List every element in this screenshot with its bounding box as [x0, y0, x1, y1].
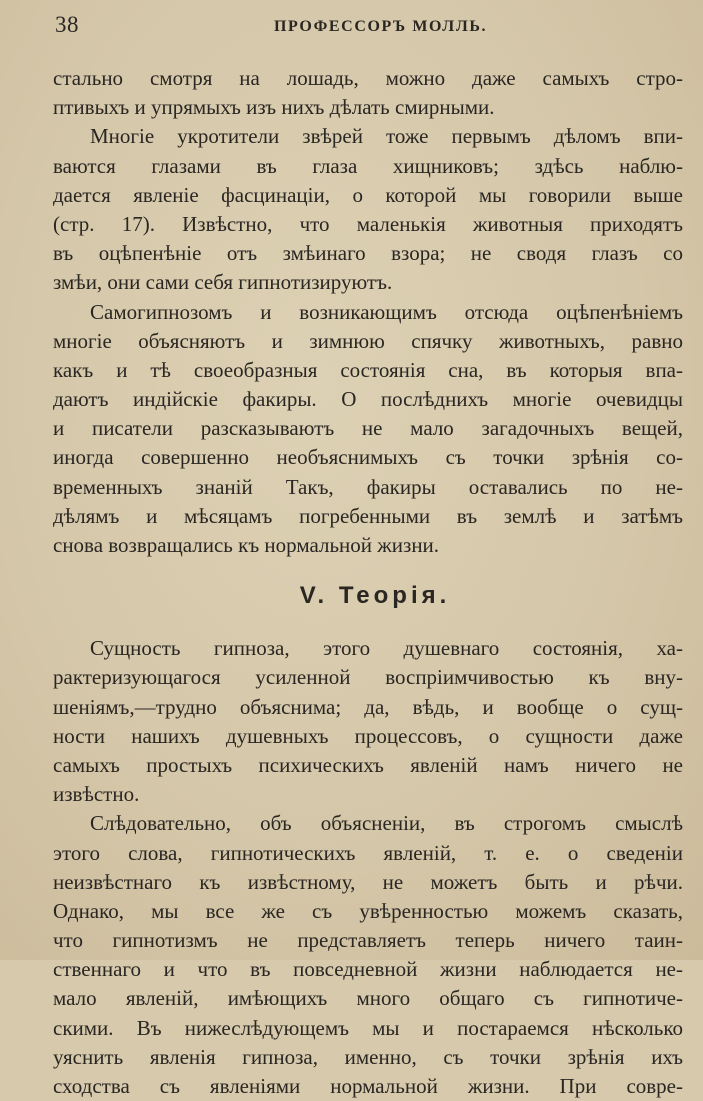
text-line: какъ и тѣ своеобразныя состоянія сна, въ которыя впа- — [53, 357, 683, 382]
text-line: Однако, мы все же съ увѣренностью можемъ сказать, — [53, 898, 683, 923]
text-line: ственнаго и что въ повседневной жизни наблюдается не- — [53, 957, 683, 982]
text-line: этого слова, гипнотическихъ явленій, т. е. о сведеніи — [53, 840, 683, 865]
text-line: мало явленій, имѣющихъ много общаго съ гипнотиче- — [53, 986, 683, 1011]
text-line: многіе объясняютъ и зимнюю спячку животныхъ, равно — [53, 328, 683, 353]
text-line: извѣстно. — [53, 782, 140, 807]
text-line: рактеризующагося усиленной воспріимчивостью къ вну- — [53, 665, 683, 690]
text-line: Сущность гипноза, этого душевнаго состоянія, ха- — [90, 636, 683, 661]
text-line: временныхъ знаній Такъ, факиры оставались по не- — [53, 474, 683, 499]
text-line: самыхъ простыхъ психическихъ явленій намъ ничего не — [53, 752, 683, 777]
text-line: дается явленіе фасцинаціи, о которой мы говорили выше — [53, 182, 683, 207]
text-line: ваются глазами въ глаза хищниковъ; здѣсь наблю- — [53, 153, 683, 178]
text-line: Слѣдовательно, объ объясненіи, въ строгомъ смыслѣ — [90, 811, 683, 836]
text-line: шеніямъ,—трудно объяснима; да, вѣдь, и вообще о сущ- — [53, 694, 683, 719]
text-line: птивыхъ и упрямыхъ изъ нихъ дѣлать смирными. — [53, 95, 495, 120]
text-line: Многіе укротители звѣрей тоже первымъ дѣломъ впи- — [90, 124, 683, 149]
text-line: дѣлямъ и мѣсяцамъ погребенными въ землѣ и затѣмъ — [53, 503, 683, 528]
page-number: 38 — [55, 12, 79, 37]
text-line: (стр. 17). Извѣстно, что маленькія животныя приходятъ — [53, 211, 683, 236]
text-line: въ оцѣпенѣніе отъ змѣинаго взора; не сводя глазъ со — [53, 241, 683, 266]
text-line: неизвѣстнаго къ извѣстному, не можетъ быть и рѣчи. — [53, 869, 683, 894]
text-line: снова возвращались къ нормальной жизни. — [53, 533, 440, 557]
text-line: и писатели разсказываютъ не мало загадочныхъ вещей, — [53, 416, 683, 441]
text-line: змѣи, они сами себя гипнотизируютъ. — [53, 270, 393, 295]
running-title: ПРОФЕССОРЪ МОЛЛЬ. — [274, 18, 488, 35]
text-line: что гипнотизмъ не представляетъ теперь ничего таин- — [53, 928, 683, 953]
body-text — [53, 64, 683, 1101]
section-heading: V. Теорія. — [299, 582, 451, 610]
text-line: даютъ индійскіе факиры. О послѣднихъ многіе очевидцы — [53, 387, 683, 412]
text-line: ности нашихъ душевныхъ процессовъ, о сущности даже — [53, 723, 683, 748]
text-line: стально смотря на лошадь, можно даже самыхъ стро- — [53, 66, 683, 90]
page-header — [55, 12, 685, 42]
text-line: уяснить явленія гипноза, именно, съ точки зрѣнія ихъ — [53, 1044, 683, 1069]
text-line: сходства съ явленіями нормальной жизни. При совре- — [53, 1074, 683, 1098]
text-line: скими. Въ нижеслѣдующемъ мы и постараемся нѣсколько — [53, 1015, 683, 1040]
text-line: Самогипнозомъ и возникающимъ отсюда оцѣпенѣніемъ — [90, 299, 683, 324]
text-line: иногда совершенно необъяснимыхъ съ точки зрѣнія со- — [53, 445, 683, 470]
